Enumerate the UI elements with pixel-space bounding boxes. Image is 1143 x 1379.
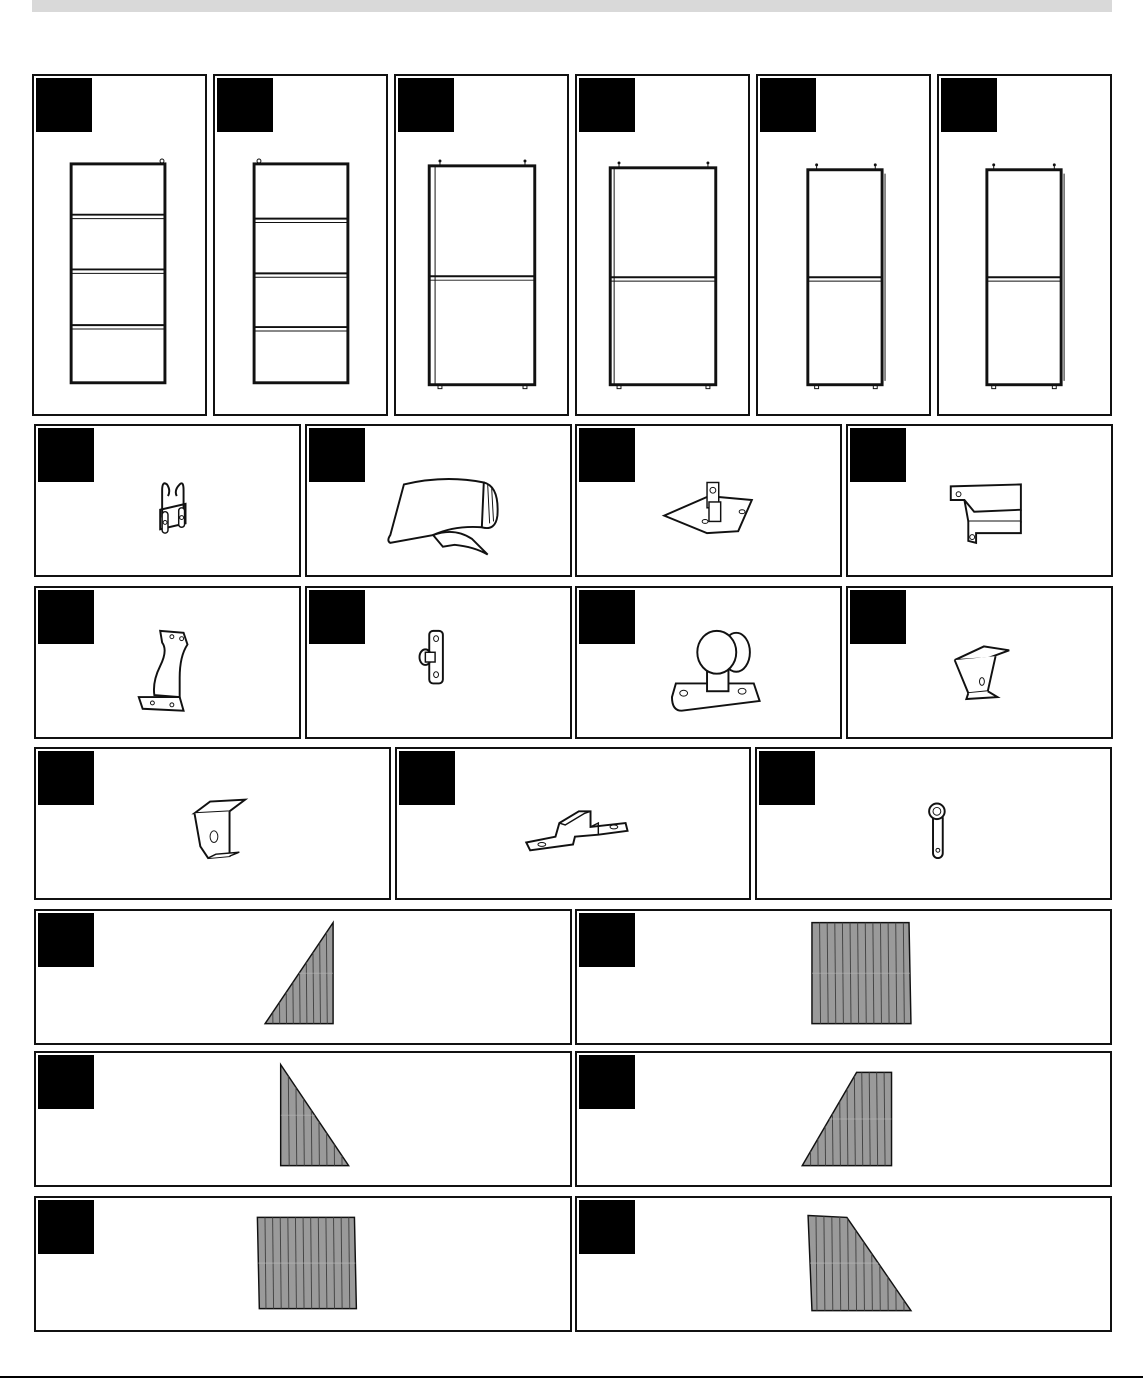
part-panel-4-1 [34, 747, 391, 900]
triangle-panel-right-icon [36, 911, 570, 1043]
offset-strap-bracket-icon [36, 588, 299, 737]
triangle-panel-left-icon [36, 1053, 570, 1185]
wall-panel-two-section-icon [577, 76, 748, 414]
part-panel-6-2 [575, 1051, 1112, 1187]
wall-panel-narrow-two-section-icon [939, 76, 1110, 414]
part-panel-7-2 [575, 1196, 1112, 1332]
angle-bracket-icon [848, 588, 1111, 737]
latch-knob-icon [757, 749, 1110, 898]
part-panel-1-4 [575, 74, 750, 416]
trapezoid-panel-right-icon [577, 1198, 1110, 1330]
panel-rib-line [272, 923, 273, 1024]
part-panel-2-2 [305, 424, 572, 577]
trapezoid-panel-left-icon [577, 1053, 1110, 1185]
part-panel-1-1 [32, 74, 207, 416]
part-panel-4-2 [395, 747, 751, 900]
part-panel-7-1 [34, 1196, 572, 1332]
part-panel-2-1 [34, 424, 301, 577]
wall-panel-narrow-two-section-icon [758, 76, 929, 414]
part-panel-4-3 [755, 747, 1112, 900]
part-panel-3-1 [34, 586, 301, 739]
part-panel-2-4 [846, 424, 1113, 577]
panel-rib-line [341, 1065, 342, 1166]
part-panel-3-3 [575, 586, 842, 739]
part-panel-1-5 [756, 74, 931, 416]
hat-channel-bracket-icon [397, 749, 749, 898]
corner-bracket-icon [848, 426, 1111, 575]
header-bar [32, 0, 1112, 12]
part-panel-1-6 [937, 74, 1112, 416]
part-panel-6-1 [34, 1051, 572, 1187]
panel-rib-line [903, 1215, 904, 1310]
part-panel-3-2 [305, 586, 572, 739]
rectangle-panel-icon [36, 1198, 570, 1330]
flat-mount-bracket-icon [36, 749, 389, 898]
part-panel-5-1 [34, 909, 572, 1045]
part-panel-2-3 [575, 424, 842, 577]
part-panel-5-2 [575, 909, 1112, 1045]
wall-panel-four-section-icon [34, 76, 205, 414]
rectangle-panel-icon [577, 911, 1110, 1043]
part-panel-1-2 [213, 74, 388, 416]
door-roller-icon [577, 588, 840, 737]
part-panel-3-4 [846, 586, 1113, 739]
spring-clip-icon [36, 426, 299, 575]
part-panel-1-3 [394, 74, 569, 416]
base-plate-bracket-icon [577, 426, 840, 575]
wall-panel-four-section-icon [215, 76, 386, 414]
fabric-cover-icon [307, 426, 570, 575]
knob-plate-icon [307, 588, 570, 737]
footer-rule [0, 1376, 1143, 1378]
wall-panel-two-section-icon [396, 76, 567, 414]
